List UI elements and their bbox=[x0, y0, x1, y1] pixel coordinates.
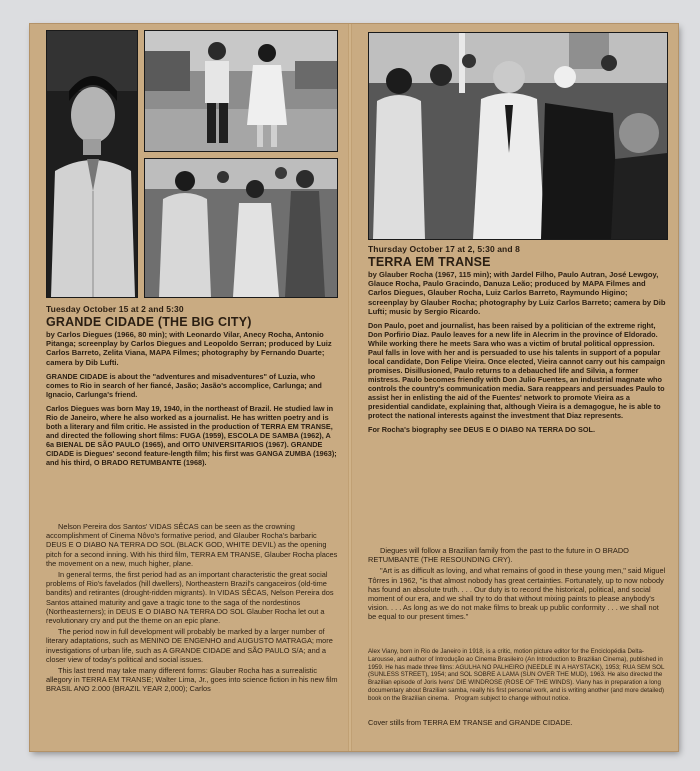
still-portrait-photo bbox=[46, 30, 138, 298]
film-title: GRANDE CIDADE (THE BIG CITY) bbox=[46, 315, 252, 329]
program-change-notice: Program subject to change without notice. bbox=[454, 694, 571, 702]
essay-paragraph: Diegues will follow a Brazilian family from the past to the future in O BRADO RETUMBANTE (THE RESOUNDING CRY). bbox=[368, 546, 629, 565]
author-biography: Alex Viany, born in Rio de Janeiro in 1918, is a critic, motion picture editor for the Enciclopédia Delta-Larousse, and author of Introdução ao Cinema Brasileiro (An Introduction to Brazilian Cinema), published in 1959. He has made three films: AGULHA NO PALHEIRO (NEEDLE IN A HAYSTACK), 1953; RUA SEM SOL (SUNLESS STREET), 1954; and SOL SOBRE A LAMA (SUN OVER THE MUD), 1963. He also directed the Brazilian episode of Joris Ivens' DIE WINDROSE (ROSE OF THE WINDS). Viany has in preparation a long documentary about Brazilian samba, really his first personal work, and is writing another (and more detailed) book on the Brazilian cinema. bbox=[368, 648, 665, 702]
essay-text-left bbox=[46, 522, 338, 696]
screening-date: Thursday October 17 at 2, 5:30 and 8 bbox=[368, 244, 520, 254]
cover-stills-caption: Cover stills from TERRA EM TRANSE and GRANDE CIDADE. bbox=[368, 718, 573, 727]
left-column bbox=[40, 24, 342, 751]
film-listing-terra-em-transe bbox=[368, 244, 666, 434]
right-column bbox=[368, 24, 668, 751]
director-biography: Carlos Diegues was born May 19, 1940, in the northeast of Brazil. He studied law in Rio de Janeiro, where he also worked as a journalist. He has written poetry and is both a literary and film critic. He assisted in the production of TERRA EM TRANSE, and directed the following short films: FUGA (1959), ESCOLA DE SAMBA (1962), A 6a BIENAL DE SÃO PAULO (1965), and OITO UNIVERSITARIOS (1967). GRANDE CIDADE is Diegues' second feature-length film; his first was GANGA ZUMBA (1963); and his third, O BRADO RETUMBANTE (1968). bbox=[46, 403, 337, 467]
biography-reference: For Rocha's biography see DEUS E O DIABO NA TERRA DO SOL. bbox=[368, 425, 596, 435]
film-credits: by Carlos Diegues (1966, 80 min); with Leonardo Vilar, Anecy Rocha, Antonio Pitanga; screenplay by Carlos Diegues and Leopoldo Serran; produced by Luiz Carlos Barreto, Zelita Viana, MAPA Filmes; photography by Fernando Duarte; camera by Dib Lufti. bbox=[46, 330, 332, 367]
author-note bbox=[368, 648, 666, 703]
essay-text-right bbox=[368, 546, 666, 624]
program-sheet bbox=[30, 24, 678, 751]
film-synopsis: Don Paulo, poet and journalist, has been raised by a politician of the extreme right, Don Porfirio Diaz. Paulo leaves for a new life in Alecrim in the province of Eldorado. While working there he meets Sara who was a victim of brutal political oppression. Paul falls in love with her and is persuaded to use his talents in support of a popular local candidate, Don Felipe Vieira. Once elected, Vieira cannot carry out his campaign promises. Disillusioned, Paulo returns to a debauched life and Silvia, a former mistress. Paulo becomes friendly with Don Julio Fuentes, an industrial magnate who controls the country's communication media. Sara reappears and persuades Paulo to assist her in enlisting the aid of the Fuentes' network to promote Vieira as a presidential candidate, explaining that, although Vieira is a demagogue, he is able to protect the national interests against the investment that Diaz represents. bbox=[368, 321, 665, 421]
essay-paragraph: In general terms, the first period had as an important characteristic the great social problems of Rio's favelados (hill dwellers), Northeastern Brazil's cangaceiros (old-time bandits) and retirantes (drought-ridden migrants). In VIDAS SÊCAS, Nelson Pereira dos Santos attained maturity and gave a tragic tone to the saga of the nordestinos (Northeasterners); in DEUS E O DIABO NA TERRA DO SOL Glauber Rocha let out a revolutionary cry and put the theme on an epic plane. bbox=[46, 570, 334, 626]
essay-paragraph: The period now in full development will probably be marked by a larger number of literary adaptations, such as MENINO DE ENGENHO and AUGUSTO MATRAGA; more investigations of urban life, such as A GRANDE CIDADE and SÃO PAULO S/A; and a closer view of today's political and social issues. bbox=[46, 627, 333, 664]
still-crowd-photo bbox=[144, 158, 338, 298]
essay-paragraph: "Art is as difficult as loving, and what remains of good in these young men," said Miguel Tôrres in 1962, "is that almost nobody has great certainties. Fortunately, up to now nobody has found an absolute truth. . . . Our duty is to record the historical, political, and social moment of our era, and we shall try to do that without mixing paints to please anybody's vision. . . . As long as we do not make films to break up public conformity . . . we shall not be equal to our present times." bbox=[368, 566, 666, 622]
film-title: TERRA EM TRANSE bbox=[368, 255, 491, 269]
screening-date: Tuesday October 15 at 2 and 5:30 bbox=[46, 304, 184, 314]
still-couple-street-photo bbox=[144, 30, 338, 152]
essay-paragraph: Nelson Pereira dos Santos' VIDAS SÊCAS can be seen as the crowning accomplishment of Cinema Nôvo's formative period, and Glauber Rocha's barbaric DEUS E O DIABO NA TERRA DO SOL (BLACK GOD, WHITE DEVIL) as the opening pitch for a second inning. With his third film, TERRA EM TRANSE, Glauber Rocha places the movement on a new, much higher, plane. bbox=[46, 522, 338, 568]
center-fold bbox=[348, 24, 352, 751]
film-credits: by Glauber Rocha (1967, 115 min); with Jardel Filho, Paulo Autran, José Lewgoy, Glauce Rocha, Paulo Gracindo, Danuza Leão; produced by MAPA Filmes and Carlos Diegues, Glauber Rocha, Luiz Carlos Barreto, Raymundo Higino; screenplay by Glauber Rocha; photography by Luiz Carlos Barreto; camera by Dib Lufti; music by Sergio Ricardo. bbox=[368, 270, 666, 316]
essay-paragraph: This last trend may take many different forms: Glauber Rocha has a surrealistic allegory in TERRA EM TRANSE; Walter Lima, Jr., goes into science fiction in his new film BRASIL ANO 2.000 (BRAZIL YEAR 2,000); Carlos bbox=[46, 666, 338, 694]
film-synopsis: GRANDE CIDADE is about the "adventures and misadventures" of Luzia, who comes to Rio in search of her fiancé, Jasão; Jasão's accomplice, Carlunga; and Ignacio, Carlunga's friend. bbox=[46, 371, 322, 399]
film-listing-grande-cidade bbox=[46, 304, 338, 467]
still-terra-em-transe-crowd-photo bbox=[368, 32, 668, 240]
